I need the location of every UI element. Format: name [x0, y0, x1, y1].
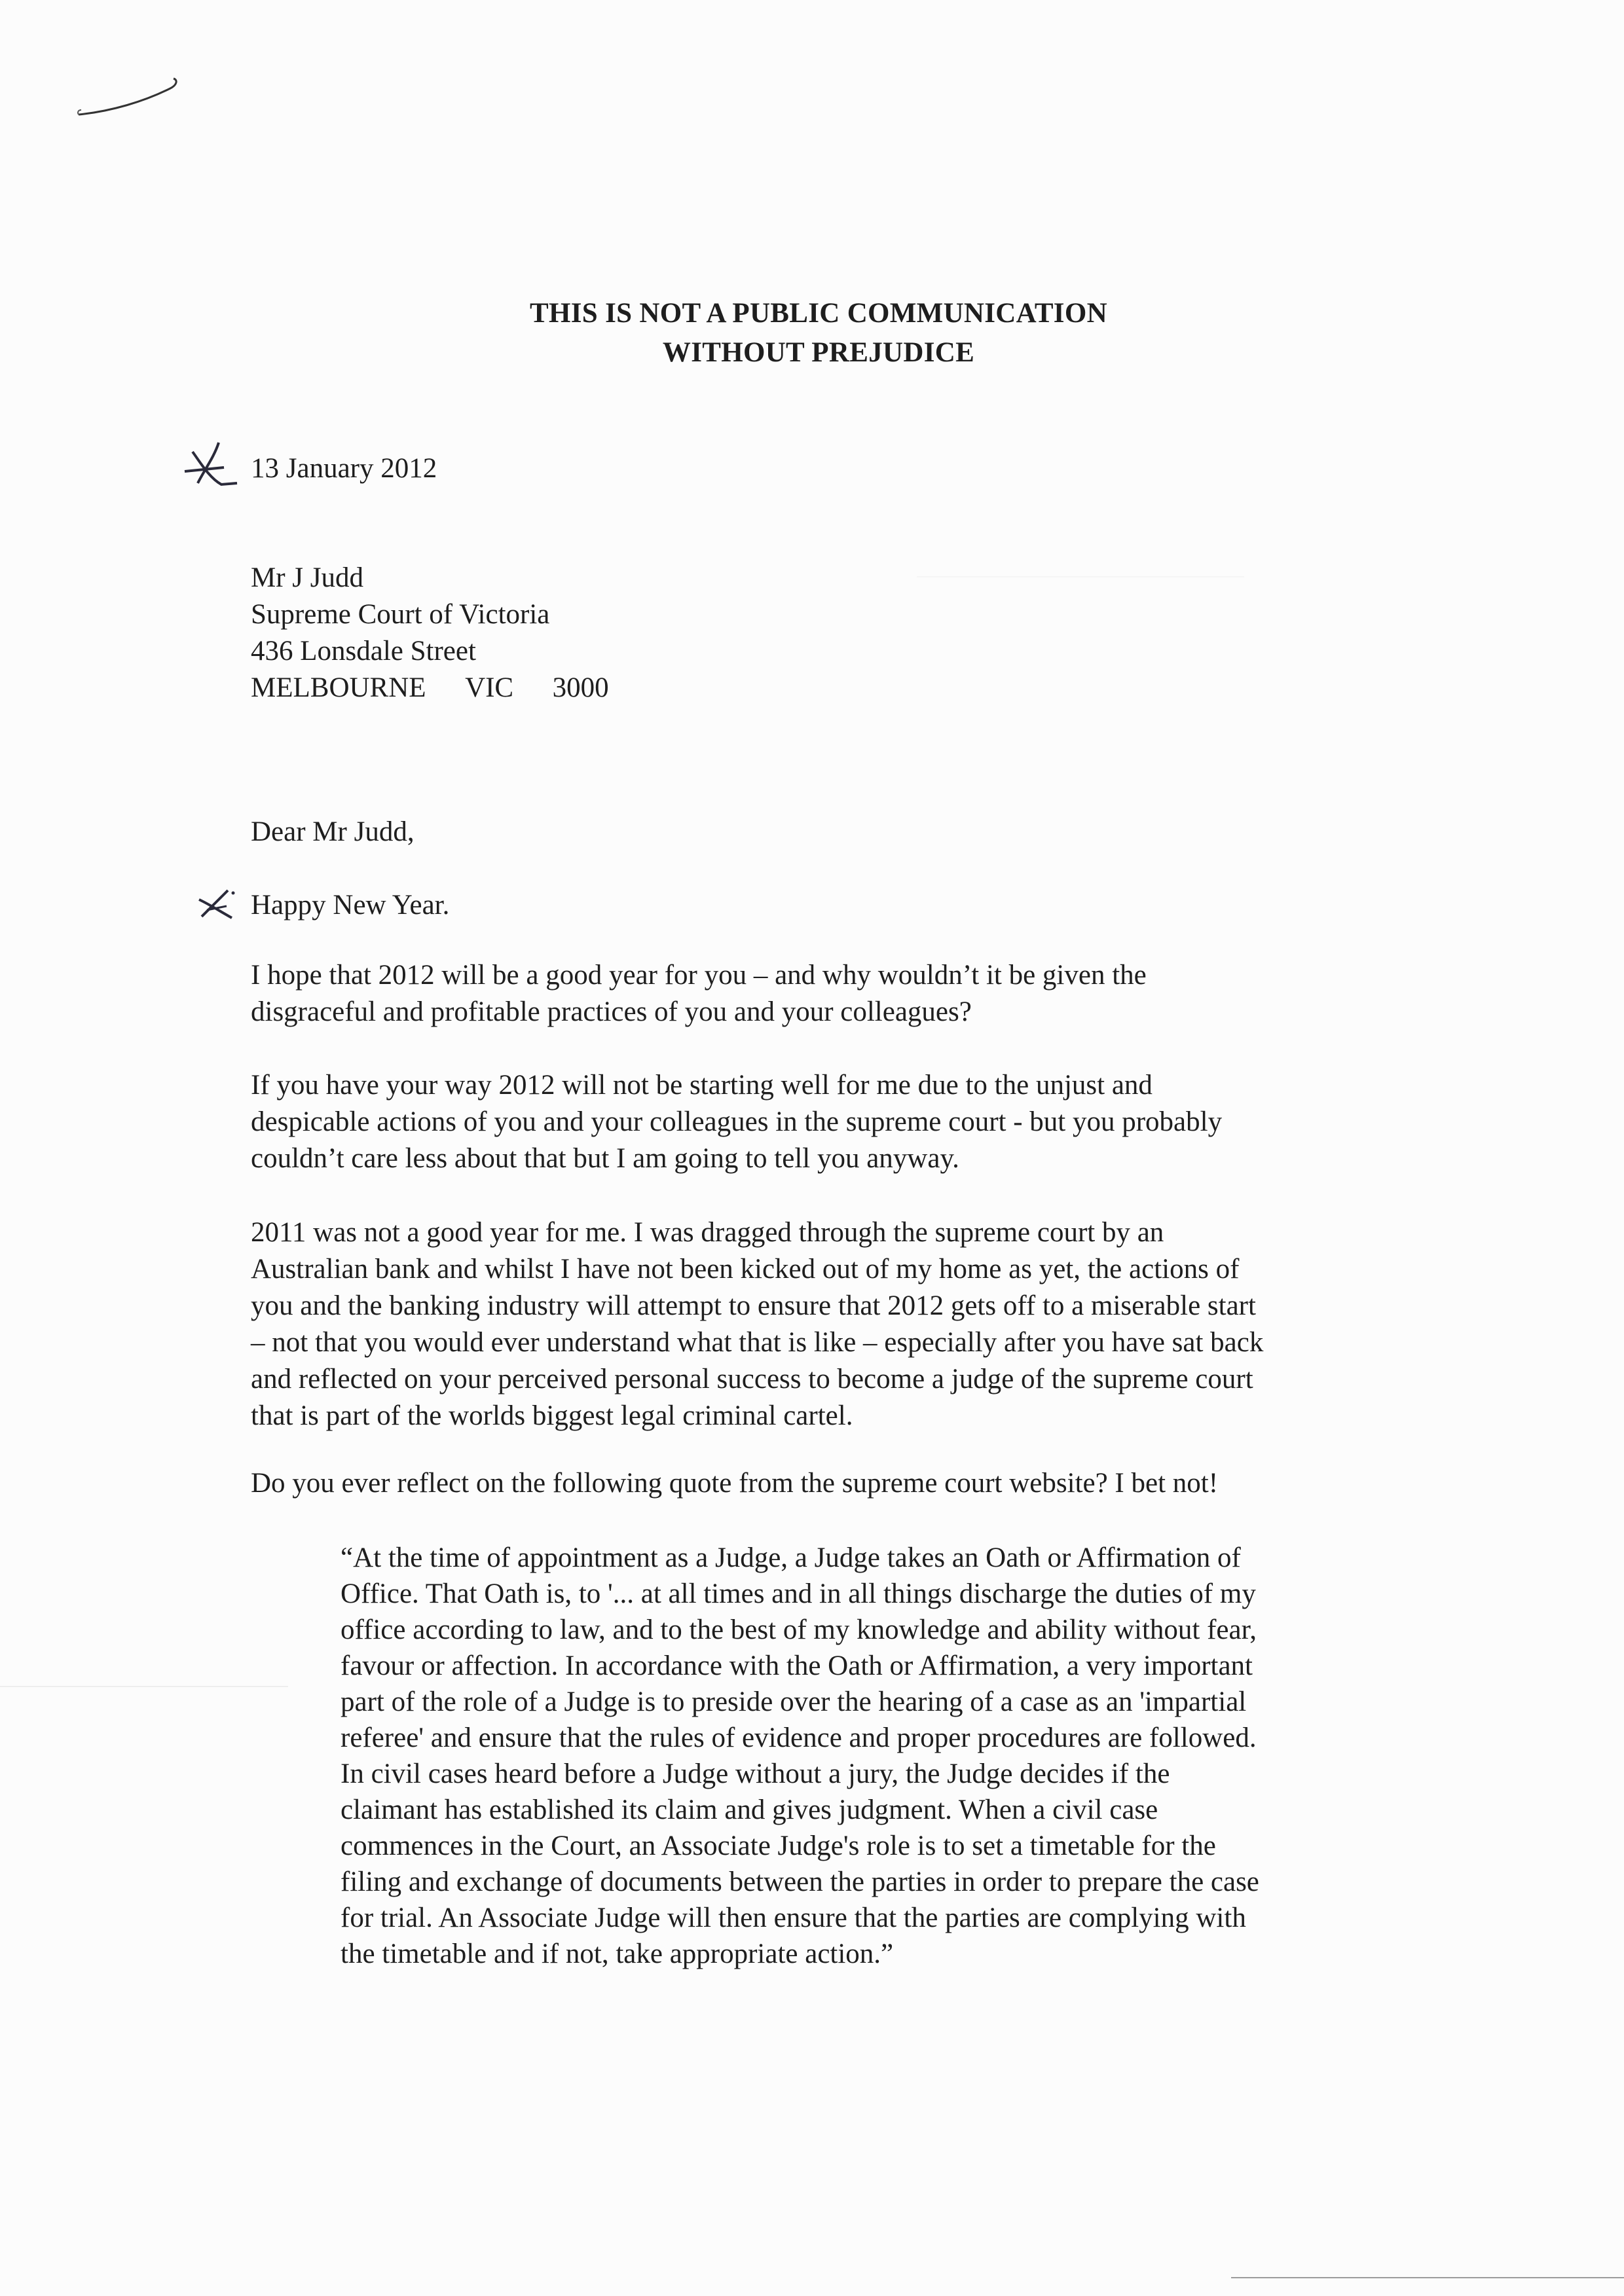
- recipient-address: [251, 560, 609, 706]
- quote-line: for trial. An Associate Judge will then ensure that the parties are complying with: [341, 1903, 1246, 1933]
- paragraph-line: couldn’t care less about that but I am going to tell you anyway.: [251, 1143, 959, 1174]
- quote-line: In civil cases heard before a Judge without a jury, the Judge decides if the: [341, 1758, 1170, 1789]
- paragraph-line: 2011 was not a good year for me. I was dragged through the supreme court by an: [251, 1217, 1164, 1248]
- recipient-city: MELBOURNE: [251, 672, 426, 703]
- staple-mark: [72, 72, 183, 124]
- recipient-organisation: Supreme Court of Victoria: [251, 599, 550, 630]
- fold-line: [0, 1686, 288, 1687]
- quote-line: filing and exchange of documents between the parties in order to prepare the case: [341, 1867, 1259, 1897]
- paragraph-line: Do you ever reflect on the following quote from the supreme court website? I bet not!: [251, 1468, 1219, 1499]
- quote-line: claimant has established its claim and gives judgment. When a civil case: [341, 1795, 1158, 1825]
- salutation: Dear Mr Judd,: [251, 816, 415, 847]
- paragraph-4: [251, 1465, 1218, 1502]
- header-subtitle: WITHOUT PREJUDICE: [662, 337, 975, 368]
- quote-line: part of the role of a Judge is to preside over the hearing of a case as an 'impartial: [341, 1686, 1247, 1717]
- paragraph-line: If you have your way 2012 will not be starting well for me due to the unjust and: [251, 1070, 1153, 1101]
- block-quote: [341, 1540, 1259, 1972]
- paragraph-line: that is part of the worlds biggest legal criminal cartel.: [251, 1400, 853, 1431]
- fold-line: [917, 576, 1244, 577]
- letter-date: 13 January 2012: [251, 453, 437, 484]
- star-mark-icon: [178, 437, 241, 494]
- quote-line: the timetable and if not, take appropriate action.”: [341, 1939, 894, 1969]
- paragraph-line: and reflected on your perceived personal success to become a judge of the supreme court: [251, 1364, 1253, 1394]
- quote-line: referee' and ensure that the rules of evidence and proper procedures are followed.: [341, 1722, 1257, 1753]
- recipient-city-line: [251, 670, 609, 706]
- recipient-state: VIC: [465, 672, 514, 703]
- paragraph-line: I hope that 2012 will be a good year for you – and why wouldn’t it be given the: [251, 960, 1147, 991]
- paragraph-line: despicable actions of you and your colleagues in the supreme court - but you probably: [251, 1106, 1223, 1137]
- header-title: THIS IS NOT A PUBLIC COMMUNICATION: [530, 298, 1107, 329]
- quote-line: favour or affection. In accordance with the Oath or Affirmation, a very important: [341, 1650, 1253, 1681]
- recipient-street: 436 Lonsdale Street: [251, 636, 476, 666]
- recipient-postcode: 3000: [552, 672, 609, 703]
- paragraph-line: you and the banking industry will attempt to ensure that 2012 gets off to a miserable start: [251, 1290, 1256, 1321]
- paragraph-3: [251, 1214, 1263, 1434]
- greeting: Happy New Year.: [251, 890, 450, 920]
- star-mark-icon: [194, 885, 240, 924]
- recipient-name: Mr J Judd: [251, 562, 364, 593]
- paragraph-line: disgraceful and profitable practices of you and your colleagues?: [251, 996, 972, 1027]
- quote-line: “At the time of appointment as a Judge, a Judge takes an Oath or Affirmation of: [341, 1542, 1241, 1573]
- paragraph-1: [251, 957, 1147, 1030]
- paragraph-line: – not that you would ever understand what that is like – especially after you have sat back: [251, 1327, 1264, 1358]
- quote-line: Office. That Oath is, to '... at all times and in all things discharge the duties of my: [341, 1578, 1256, 1609]
- paragraph-2: [251, 1067, 1222, 1177]
- quote-line: commences in the Court, an Associate Judge's role is to set a timetable for the: [341, 1831, 1216, 1861]
- page-edge-line: [1231, 2277, 1624, 2278]
- quote-line: office according to law, and to the best of my knowledge and ability without fear,: [341, 1614, 1257, 1645]
- paragraph-line: Australian bank and whilst I have not been kicked out of my home as yet, the actions of: [251, 1254, 1240, 1285]
